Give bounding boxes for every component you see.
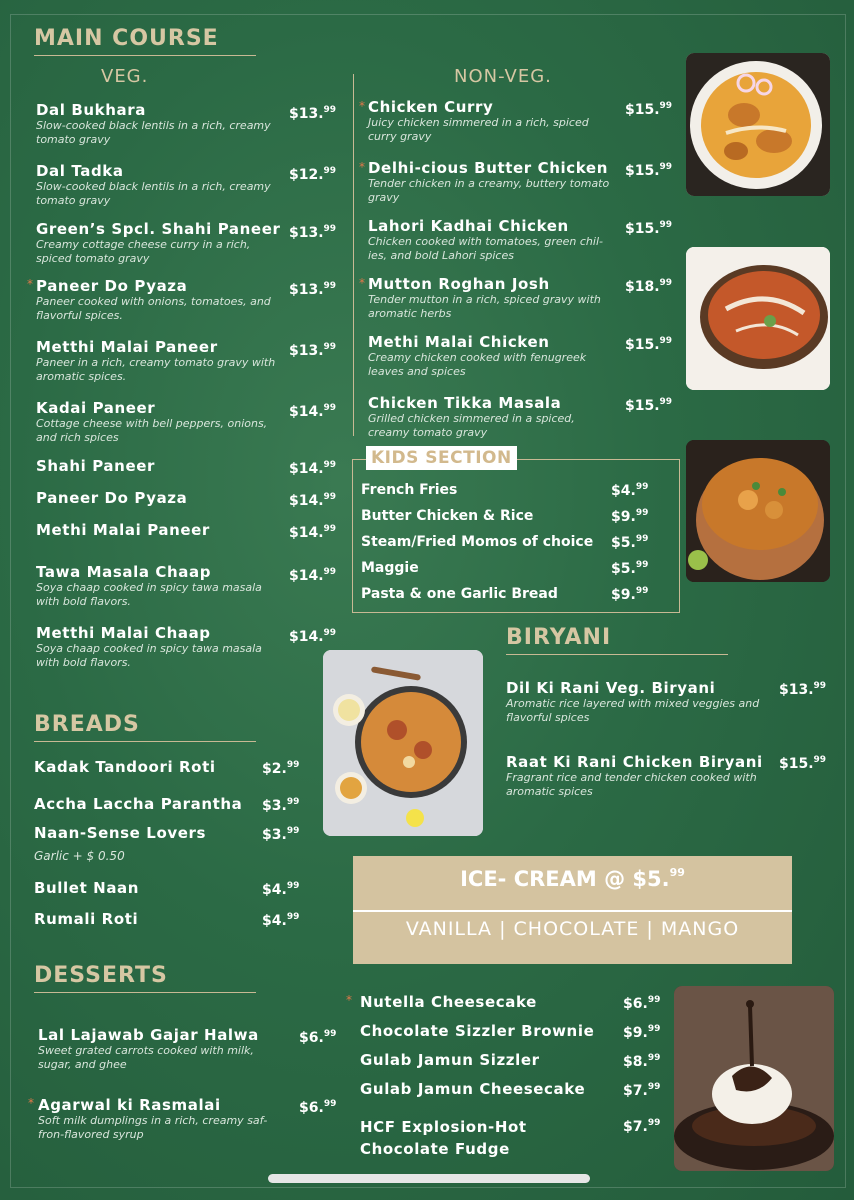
- item-desc: Paneer in a rich, creamy tomato gravy with aromatic spices.: [36, 356, 276, 383]
- item-name: Chicken Curry: [368, 98, 494, 116]
- menu-item: [36, 220, 336, 266]
- kadhai-chicken-photo: [686, 440, 830, 582]
- item-price: $14.99: [289, 403, 337, 420]
- item-price: $6.99: [299, 1029, 337, 1046]
- item-name: Mutton Roghan Josh: [368, 275, 550, 293]
- item-name: Agarwal ki Rasmalai: [38, 1096, 221, 1114]
- item-desc: Soya chaap cooked in spicy tawa masala with bold flavors.: [36, 642, 262, 669]
- mutton-curry-photo: [686, 247, 830, 390]
- menu-item: [368, 333, 674, 379]
- item-price: $15.99: [625, 101, 673, 118]
- item-price: $18.99: [625, 278, 673, 295]
- item-price: $13.99: [289, 281, 337, 298]
- item-name: Kadai Paneer: [36, 399, 156, 417]
- bread-price: $3.99: [262, 797, 300, 814]
- item-price: $15.99: [625, 162, 673, 179]
- item-price: $15.99: [625, 397, 673, 414]
- desserts-underline: [34, 992, 256, 993]
- item-price: $14.99: [289, 524, 337, 541]
- dessert-name: HCF Explosion-Hot Chocolate Fudge: [360, 1118, 527, 1158]
- bread-name: Naan-Sense Lovers: [34, 824, 207, 842]
- column-divider: [353, 74, 354, 436]
- dessert-price: $7.99: [623, 1082, 661, 1099]
- menu-item: [36, 277, 336, 323]
- butter-chicken-photo: [686, 53, 830, 196]
- item-desc: Creamy chicken cooked with fenugreek leaves and spices: [368, 351, 587, 378]
- menu-item: [36, 624, 336, 670]
- menu-item: [36, 563, 336, 609]
- dessert-name: Nutella Cheesecake: [360, 993, 537, 1011]
- veg-heading: VEG.: [101, 66, 149, 87]
- menu-item: [36, 457, 336, 475]
- item-price: $15.99: [625, 336, 673, 353]
- item-price: $14.99: [289, 492, 337, 509]
- sizzler-brownie-photo: [674, 986, 834, 1171]
- menu-item: [368, 275, 674, 321]
- item-desc: Slow-cooked black lentils in a rich, creamy tomato gravy: [36, 119, 271, 146]
- menu-item: [36, 338, 336, 384]
- bread-name: Accha Laccha Parantha: [34, 795, 243, 813]
- chef-special-star-icon: *: [359, 99, 365, 113]
- item-price: $13.99: [289, 342, 337, 359]
- main-course-underline: [34, 55, 256, 56]
- brownie-icecream-image: [674, 986, 834, 1171]
- dessert-item: [38, 1026, 338, 1072]
- biryani-photo: [323, 650, 483, 836]
- bread-price: $4.99: [262, 881, 300, 898]
- kids-item-name: Steam/Fried Momos of choice: [361, 534, 594, 550]
- item-desc: Fragrant rice and tender chicken cooked with aromatic spices: [506, 771, 757, 798]
- kids-item-price: $9.99: [611, 586, 649, 603]
- item-price: $14.99: [289, 567, 337, 584]
- ice-cream-title: ICE- CREAM @ $5.99: [460, 866, 685, 891]
- item-name: Dal Tadka: [36, 162, 124, 180]
- desserts-title: DESSERTS: [34, 963, 168, 988]
- kids-section-title: KIDS SECTION: [366, 446, 517, 470]
- bread-name: Kadak Tandoori Roti: [34, 758, 216, 776]
- item-desc: Paneer cooked with onions, tomatoes, and flavorful spices.: [36, 295, 271, 322]
- breads-title: BREADS: [34, 712, 140, 737]
- main-course-title: MAIN COURSE: [34, 26, 219, 51]
- chef-special-star-icon: *: [27, 277, 33, 291]
- menu-item: [36, 162, 336, 208]
- curry-pot-image: [686, 247, 830, 390]
- item-desc: Chicken cooked with tomatoes, green chil-ies, and bold Lahori spices: [368, 235, 603, 262]
- biryani-underline: [506, 654, 728, 655]
- bread-price: $2.99: [262, 760, 300, 777]
- biryani-item: [506, 679, 826, 725]
- item-price: $13.99: [289, 105, 337, 122]
- biryani-plate-image: [323, 650, 483, 836]
- ice-cream-flavors: VANILLA | CHOCOLATE | MANGO: [405, 918, 740, 940]
- chef-special-star-icon: *: [28, 1096, 34, 1110]
- item-name: Dal Bukhara: [36, 101, 146, 119]
- item-name: Delhi-cious Butter Chicken: [368, 159, 608, 177]
- menu-item: [36, 521, 336, 539]
- kids-item-price: $4.99: [611, 482, 649, 499]
- item-price: $13.99: [289, 224, 337, 241]
- item-desc: Tender mutton in a rich, spiced gravy with aromatic herbs: [368, 293, 601, 320]
- item-price: $14.99: [289, 628, 337, 645]
- breads-underline: [34, 741, 256, 742]
- item-name: Paneer Do Pyaza: [36, 489, 188, 507]
- item-desc: Slow-cooked black lentils in a rich, creamy tomato gravy: [36, 180, 271, 207]
- item-name: Paneer Do Pyaza: [36, 277, 188, 295]
- item-name: Raat Ki Rani Chicken Biryani: [506, 753, 763, 771]
- chef-special-star-icon: *: [359, 276, 365, 290]
- curry-bowl-image: [686, 53, 830, 196]
- dessert-price: $8.99: [623, 1053, 661, 1070]
- item-name: Metthi Malai Chaap: [36, 624, 211, 642]
- item-name: Methi Malai Chicken: [368, 333, 550, 351]
- item-desc: Soft milk dumplings in a rich, creamy saf-fron-flavored syrup: [38, 1114, 268, 1141]
- bread-name: Bullet Naan: [34, 879, 140, 897]
- menu-item: [36, 489, 336, 507]
- clay-pot-image: [686, 440, 830, 582]
- item-name: Lahori Kadhai Chicken: [368, 217, 569, 235]
- kids-item-price: $5.99: [611, 534, 649, 551]
- dessert-price: $9.99: [623, 1024, 661, 1041]
- menu-item: [36, 101, 336, 147]
- item-price: $6.99: [299, 1099, 337, 1116]
- kids-item-name: Pasta & one Garlic Bread: [361, 586, 558, 602]
- item-name: Methi Malai Paneer: [36, 521, 210, 539]
- kids-item-price: $5.99: [611, 560, 649, 577]
- biryani-title: BIRYANI: [506, 625, 612, 650]
- ice-cream-box: [353, 856, 792, 964]
- kids-item-name: French Fries: [361, 482, 458, 498]
- chef-special-star-icon: *: [359, 160, 365, 174]
- nonveg-heading: NON-VEG.: [454, 66, 552, 87]
- item-desc: Cottage cheese with bell peppers, onions, and rich spices: [36, 417, 268, 444]
- dessert-item: [38, 1096, 338, 1142]
- item-name: Lal Lajawab Gajar Halwa: [38, 1026, 259, 1044]
- item-price: $13.99: [779, 681, 827, 698]
- ice-cream-divider: [353, 910, 792, 912]
- kids-item-name: Butter Chicken & Rice: [361, 508, 534, 524]
- menu-item: [36, 399, 336, 445]
- menu-item: [368, 217, 674, 263]
- dessert-name: Gulab Jamun Cheesecake: [360, 1080, 586, 1098]
- item-name: Tawa Masala Chaap: [36, 563, 212, 581]
- scrollbar-handle[interactable]: [268, 1174, 590, 1183]
- item-name: Metthi Malai Paneer: [36, 338, 218, 356]
- kids-item-name: Maggie: [361, 560, 419, 576]
- dessert-price: $6.99: [623, 995, 661, 1012]
- dessert-price: $7.99: [623, 1118, 661, 1135]
- item-name: Dil Ki Rani Veg. Biryani: [506, 679, 716, 697]
- dessert-name: Gulab Jamun Sizzler: [360, 1051, 540, 1069]
- item-name: Chicken Tikka Masala: [368, 394, 562, 412]
- dessert-name: Chocolate Sizzler Brownie: [360, 1022, 595, 1040]
- item-desc: Aromatic rice layered with mixed veggies and flavorful spices: [506, 697, 760, 724]
- item-desc: Creamy cottage cheese curry in a rich, spiced tomato gravy: [36, 238, 251, 265]
- item-price: $15.99: [779, 755, 827, 772]
- chef-special-star-icon: *: [346, 993, 352, 1007]
- item-price: $15.99: [625, 220, 673, 237]
- bread-note: Garlic + $ 0.50: [34, 849, 125, 863]
- item-desc: Grilled chicken simmered in a spiced, creamy tomato gravy: [368, 412, 575, 439]
- item-desc: Juicy chicken simmered in a rich, spiced curry gravy: [368, 116, 589, 143]
- item-name: Green’s Spcl. Shahi Paneer: [36, 220, 281, 238]
- kids-item-price: $9.99: [611, 508, 649, 525]
- menu-item: [368, 394, 674, 440]
- bread-price: $4.99: [262, 912, 300, 929]
- item-price: $12.99: [289, 166, 337, 183]
- item-desc: Tender chicken in a creamy, buttery tomato gravy: [368, 177, 610, 204]
- item-name: Shahi Paneer: [36, 457, 155, 475]
- bread-price: $3.99: [262, 826, 300, 843]
- item-price: $14.99: [289, 460, 337, 477]
- item-desc: Soya chaap cooked in spicy tawa masala with bold flavors.: [36, 581, 262, 608]
- menu-item: [368, 98, 674, 144]
- biryani-item: [506, 753, 826, 799]
- item-desc: Sweet grated carrots cooked with milk, sugar, and ghee: [38, 1044, 254, 1071]
- menu-item: [368, 159, 674, 205]
- bread-name: Rumali Roti: [34, 910, 139, 928]
